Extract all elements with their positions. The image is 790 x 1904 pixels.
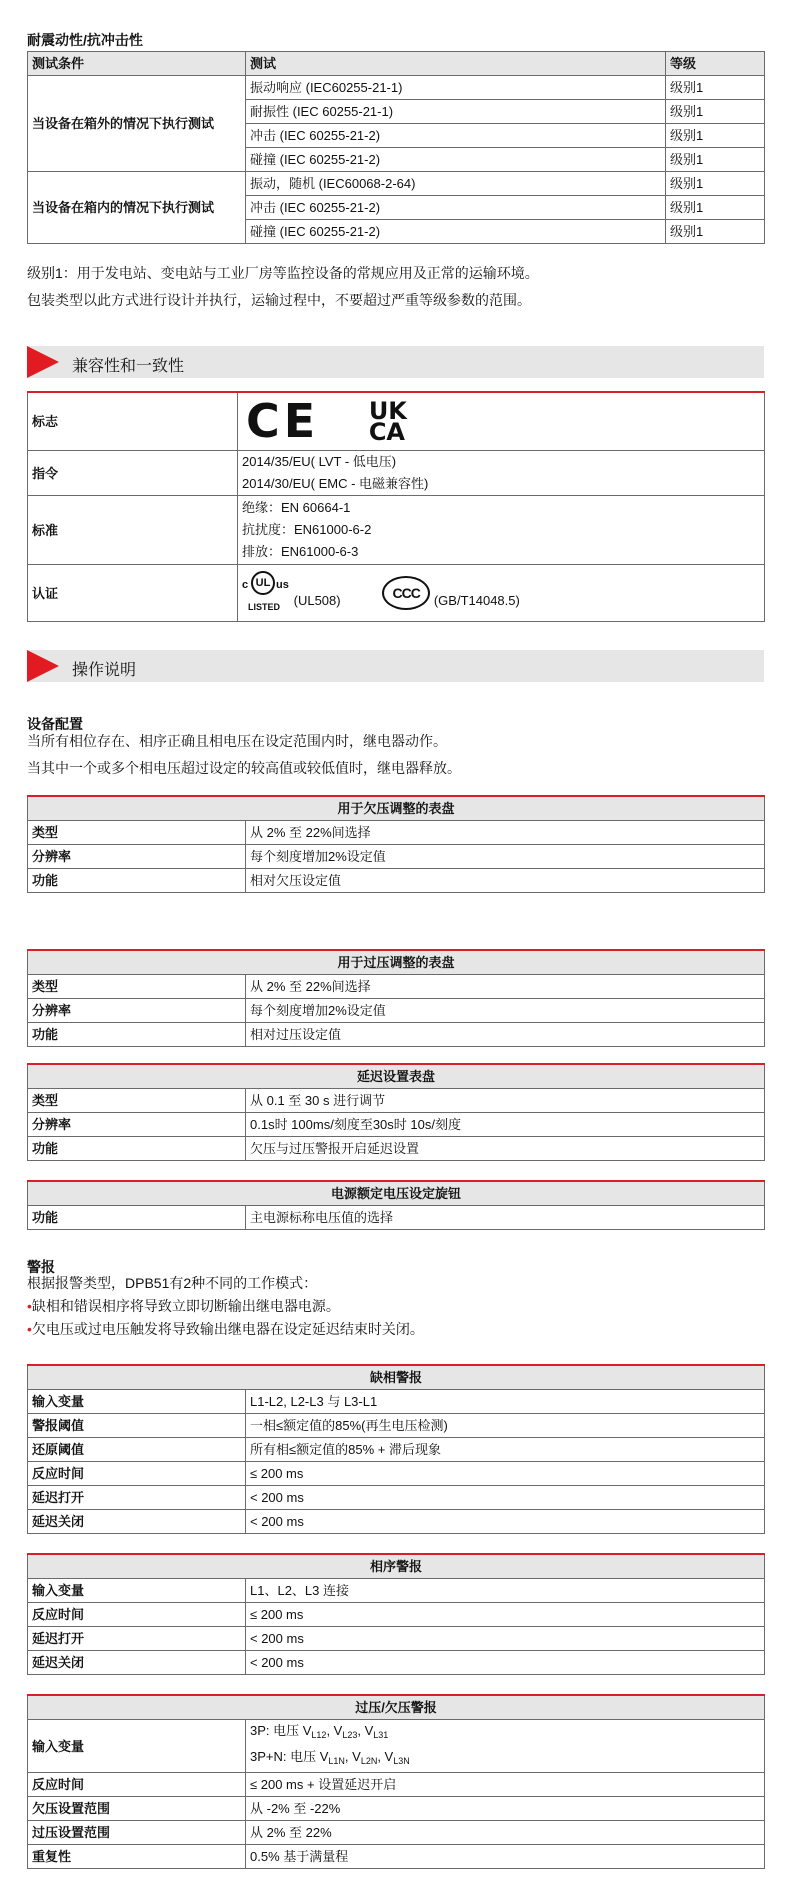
table-cell: 级别1: [666, 172, 765, 196]
cert-cell: [238, 565, 765, 622]
table-cell: 级别1: [666, 76, 765, 100]
standard-insulation: 绝缘：EN 60664-1: [242, 500, 351, 515]
row-value: L1-L2, L2-L3 与 L3-L1: [246, 1390, 765, 1414]
row-value: 相对过压设定值: [246, 1023, 765, 1047]
row-value: 从 2% 至 22%间选择: [246, 821, 765, 845]
standard-immunity: 抗扰度：EN61000-6-2: [242, 522, 372, 537]
sep: , V: [357, 1723, 374, 1738]
ul-us: us: [276, 579, 289, 591]
ov-uv-title: 过压/欠压警报: [28, 1695, 765, 1720]
input-3p-prefix: 3P: 电压 V: [250, 1723, 312, 1738]
standard-cell: [238, 496, 765, 565]
over-dial-title: 用于过压调整的表盘: [28, 950, 765, 975]
row-value: 从 0.1 至 30 s 进行调节: [246, 1089, 765, 1113]
sub: L31: [373, 1730, 389, 1740]
ul-c: c: [242, 579, 249, 591]
ukca-mark-icon: [368, 396, 407, 446]
ul-standard-text: (UL508): [293, 593, 341, 608]
row-label: 功能: [28, 869, 246, 893]
sub: L12: [311, 1730, 327, 1740]
section-arrow-icon: [27, 346, 59, 378]
ccc-standard-text: (GB/T14048.5): [433, 593, 520, 608]
row-label: 类型: [28, 821, 246, 845]
row-value: < 200 ms: [246, 1510, 765, 1534]
ukca-top: UK: [368, 396, 407, 425]
row-label: 延迟打开: [28, 1486, 246, 1510]
table-cell: 振动，随机 (IEC60068-2-64): [246, 172, 666, 196]
delay-dial-table: [27, 1063, 765, 1161]
row-label: 反应时间: [28, 1773, 246, 1797]
standard-label: 标准: [28, 496, 238, 565]
row-label: 分辨率: [28, 999, 246, 1023]
directive-cell: [238, 451, 765, 496]
row-value: 0.5% 基于满量程: [246, 1845, 765, 1869]
sub: L2N: [360, 1756, 378, 1766]
shock-note-2: 包装类型以此方式进行设计并执行，运输过程中，不要超过严重等级参数的范围。: [27, 292, 531, 308]
row-value: < 200 ms: [246, 1486, 765, 1510]
bullet-dot: •: [27, 1298, 32, 1314]
section-arrow-icon: [27, 650, 59, 682]
compat-section-header: [27, 346, 764, 378]
row-label: 延迟打开: [28, 1627, 246, 1651]
under-dial-table: [27, 795, 765, 893]
input-3pn: [250, 1746, 760, 1772]
under-dial-title: 用于欠压调整的表盘: [28, 796, 765, 821]
compat-table: [27, 391, 765, 622]
phase-seq-table: [27, 1553, 765, 1675]
row-label: 反应时间: [28, 1462, 246, 1486]
ops-section-title: 操作说明: [72, 662, 137, 679]
row-label: 功能: [28, 1206, 246, 1230]
row-label: 输入变量: [28, 1390, 246, 1414]
row-value: 所有相≤额定值的85% + 滞后现象: [246, 1438, 765, 1462]
ukca-bottom: CA: [368, 417, 405, 446]
row-label: 过压设置范围: [28, 1821, 246, 1845]
rated-knob-title: 电源额定电压设定旋钮: [28, 1181, 765, 1206]
delay-dial-title: 延迟设置表盘: [28, 1064, 765, 1089]
ul-listed: LISTED: [248, 602, 281, 612]
phase-loss-title: 缺相警报: [28, 1365, 765, 1390]
row-label: 输入变量: [28, 1579, 246, 1603]
directive-label: 指令: [28, 451, 238, 496]
table-cell: 级别1: [666, 148, 765, 172]
table-cell: 级别1: [666, 124, 765, 148]
group-inside-box: 当设备在箱内的情况下执行测试: [28, 172, 246, 244]
mark-cell: [238, 392, 765, 451]
ccc-mark-icon: CCC: [382, 576, 430, 610]
row-label: 类型: [28, 1089, 246, 1113]
ops-section-header: [27, 650, 764, 682]
ul-circle: UL: [251, 571, 275, 595]
row-label: 延迟关闭: [28, 1651, 246, 1675]
config-line-1: 当所有相位存在、相序正确且相电压在设定范围内时，继电器动作。: [27, 733, 447, 749]
directive-lvd: 2014/35/EU( LVT - 低电压): [242, 454, 397, 469]
row-value: [246, 1720, 765, 1773]
directive-emc: 2014/30/EU( EMC - 电磁兼容性): [242, 476, 429, 491]
row-label: 欠压设置范围: [28, 1797, 246, 1821]
table-cell: 级别1: [666, 100, 765, 124]
row-value: 从 2% 至 22%: [246, 1821, 765, 1845]
input-3pn-prefix: 3P+N: 电压 V: [250, 1749, 329, 1764]
row-value: < 200 ms: [246, 1651, 765, 1675]
row-value: 相对欠压设定值: [246, 869, 765, 893]
group-outside-box: 当设备在箱外的情况下执行测试: [28, 76, 246, 172]
phase-seq-title: 相序警报: [28, 1554, 765, 1579]
row-value: < 200 ms: [246, 1627, 765, 1651]
row-label: 类型: [28, 975, 246, 999]
row-label: 延迟关闭: [28, 1510, 246, 1534]
col-header-test: 测试: [246, 52, 666, 76]
row-label: 还原阈值: [28, 1438, 246, 1462]
table-cell: 级别1: [666, 220, 765, 244]
mark-label: 标志: [28, 392, 238, 451]
ov-uv-table: [27, 1694, 765, 1869]
row-value: 主电源标称电压值的选择: [246, 1206, 765, 1230]
shock-title: 耐震动性/抗冲击性: [27, 32, 143, 48]
table-cell: 振动响应 (IEC60255-21-1): [246, 76, 666, 100]
table-cell: 耐振性 (IEC 60255-21-1): [246, 100, 666, 124]
standard-emission: 排放：EN61000-6-3: [242, 544, 359, 559]
ul-listed-icon: [242, 571, 290, 615]
sep: , V: [326, 1723, 343, 1738]
cert-label: 认证: [28, 565, 238, 622]
input-3p: [250, 1720, 760, 1746]
row-label: 反应时间: [28, 1603, 246, 1627]
row-label: 分辨率: [28, 1113, 246, 1137]
config-title: 设备配置: [27, 716, 83, 732]
sub: L23: [342, 1730, 358, 1740]
rated-knob-table: [27, 1180, 765, 1230]
table-cell: 碰撞 (IEC 60255-21-2): [246, 220, 666, 244]
table-cell: 冲击 (IEC 60255-21-2): [246, 196, 666, 220]
row-value: 每个刻度增加2%设定值: [246, 999, 765, 1023]
sep: , V: [377, 1749, 394, 1764]
row-label: 警报阈值: [28, 1414, 246, 1438]
row-value: 0.1s时 100ms/刻度至30s时 10s/刻度: [246, 1113, 765, 1137]
row-value: ≤ 200 ms: [246, 1462, 765, 1486]
compat-section-title: 兼容性和一致性: [72, 358, 185, 375]
shock-table: [27, 51, 765, 244]
table-cell: 碰撞 (IEC 60255-21-2): [246, 148, 666, 172]
row-value: ≤ 200 ms: [246, 1603, 765, 1627]
config-line-2: 当其中一个或多个相电压超过设定的较高值或较低值时，继电器释放。: [27, 760, 461, 776]
row-label: 输入变量: [28, 1720, 246, 1773]
col-header-level: 等级: [666, 52, 765, 76]
col-header-condition: 测试条件: [28, 52, 246, 76]
row-value: 从 -2% 至 -22%: [246, 1797, 765, 1821]
row-label: 重复性: [28, 1845, 246, 1869]
alarm-intro: 根据报警类型，DPB51有2种不同的工作模式：: [27, 1275, 318, 1291]
table-cell: 级别1: [666, 196, 765, 220]
table-cell: 冲击 (IEC 60255-21-2): [246, 124, 666, 148]
alarm-bullet-2-text: 欠电压或过电压触发将导致输出继电器在设定延迟结束时关闭。: [31, 1321, 424, 1337]
row-value: 从 2% 至 22%间选择: [246, 975, 765, 999]
row-label: 功能: [28, 1137, 246, 1161]
row-value: 欠压与过压警报开启延迟设置: [246, 1137, 765, 1161]
shock-note-1: 级别1：用于发电站、变电站与工业厂房等监控设备的常规应用及正常的运输环境。: [27, 265, 539, 281]
phase-loss-table: [27, 1364, 765, 1534]
sub: L3N: [393, 1756, 410, 1766]
bullet-dot: •: [27, 1321, 32, 1337]
alarm-bullet-2: [27, 1316, 424, 1343]
row-label: 功能: [28, 1023, 246, 1047]
row-value: ≤ 200 ms + 设置延迟开启: [246, 1773, 765, 1797]
sub: L1N: [328, 1756, 345, 1766]
row-value: L1、L2、L3 连接: [246, 1579, 765, 1603]
row-value: 一相≤额定值的85%(再生电压检测): [246, 1414, 765, 1438]
alarm-bullet-1-text: 缺相和错误相序将导致立即切断输出继电器电源。: [31, 1298, 340, 1314]
row-value: 每个刻度增加2%设定值: [246, 845, 765, 869]
row-label: 分辨率: [28, 845, 246, 869]
alarm-title: 警报: [27, 1259, 55, 1275]
sep: , V: [344, 1749, 361, 1764]
over-dial-table: [27, 949, 765, 1047]
ce-mark-icon: CE: [246, 394, 320, 448]
